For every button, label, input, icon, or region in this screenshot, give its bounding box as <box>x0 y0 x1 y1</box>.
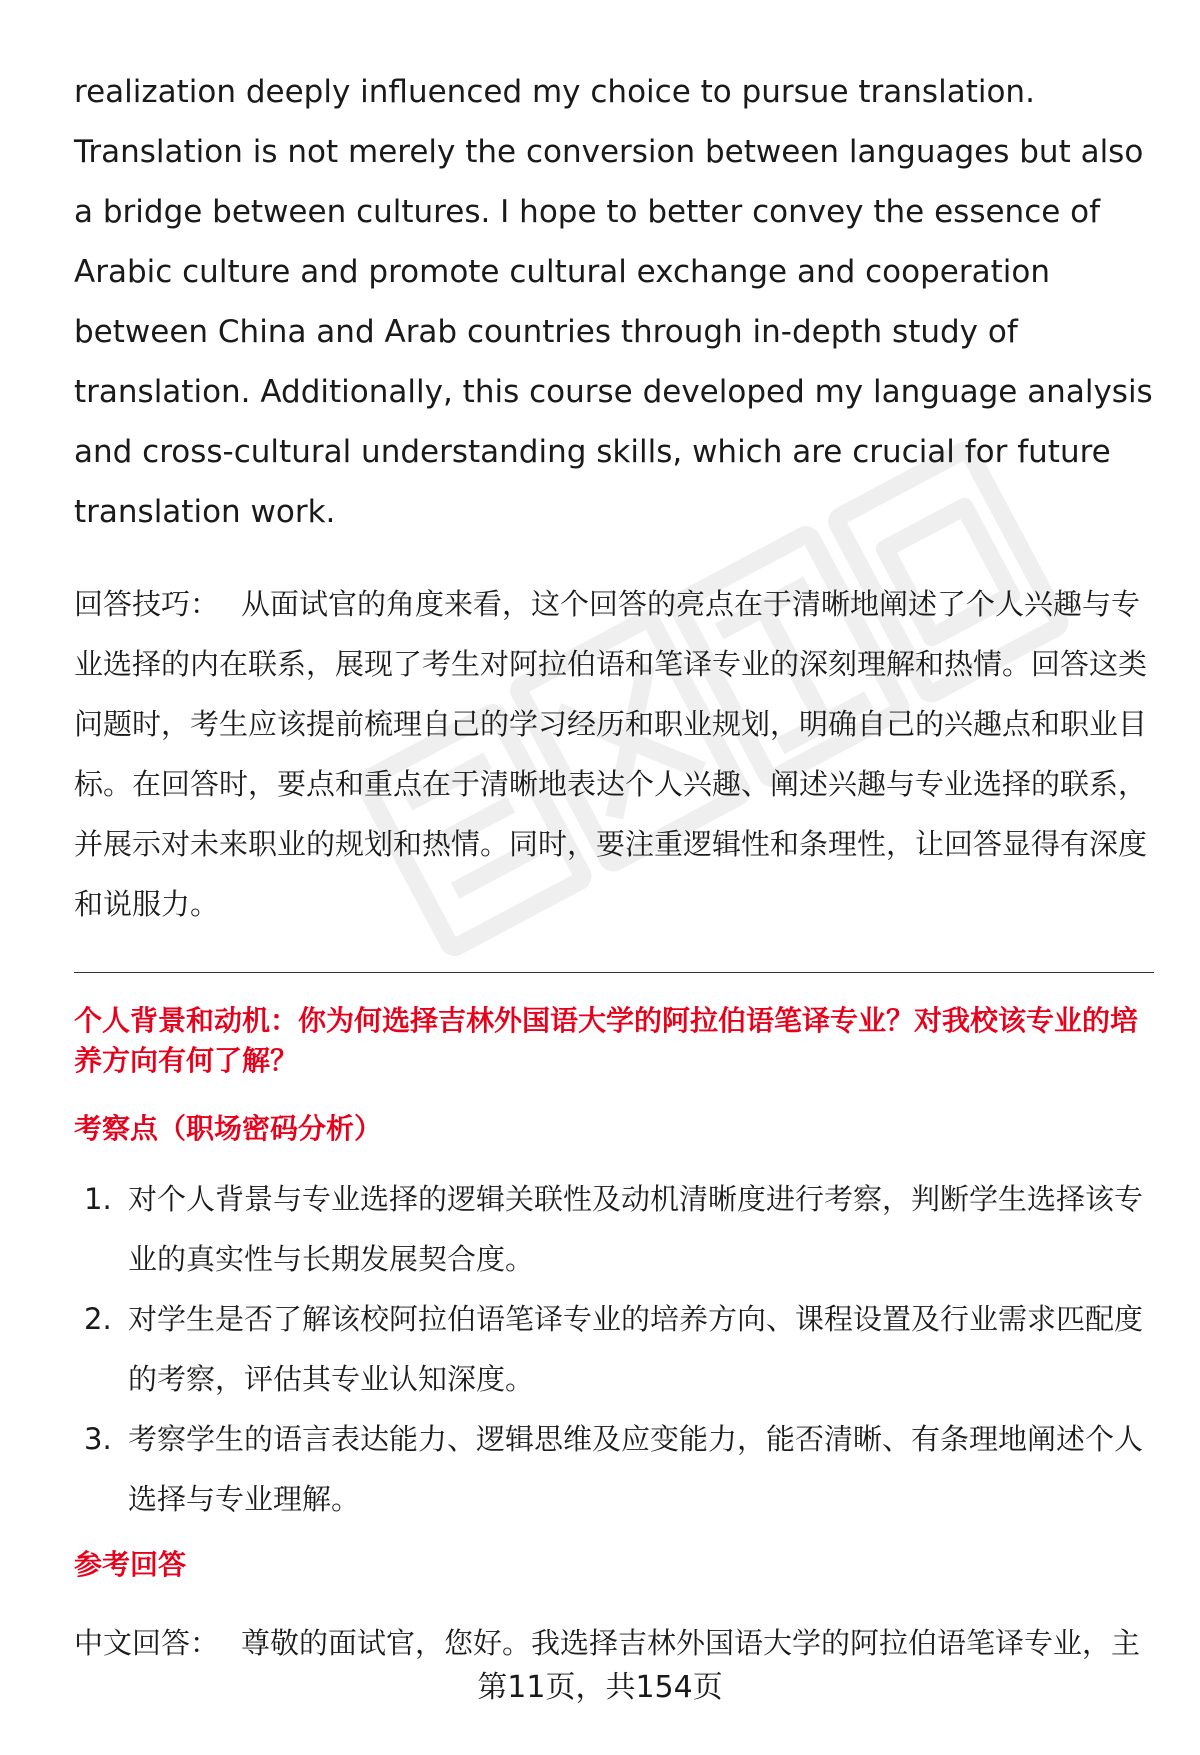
examination-point <box>74 1169 1154 1289</box>
page-number-footer: 第11页，共154页 <box>477 1670 723 1705</box>
examination-point <box>74 1409 1154 1529</box>
examination-point <box>74 1289 1154 1409</box>
answer-tip-text: 从面试官的角度来看，这个回答的亮点在于清晰地阐述了个人兴趣与专业选择的内在联系，展现了考生对阿拉伯语和笔译专业的深刻理解和热情。回答这类问题时，考生应该提前梳理自己的学习经历和职业规划，明确自己的兴趣点和职业目标。在回答时，要点和重点在于清晰地表达个人兴趣、阐述兴趣与专业选择的联系，并展示对未来职业的规划和热情。同时，要注重逻辑性和条理性，让回答显得有深度和说服力。 <box>74 587 1148 921</box>
reference-answer-heading: 参考回答 <box>74 1548 187 1581</box>
english-answer-paragraph: realization deeply influenced my choice to pursue translation. Translation is not merely the conversion between languages but also a bridge between cultures. I hope to better convey the essence of Arabic culture and promote cultural exchange and cooperation between China and Arab countries through in-depth study of translation. Additionally, this course developed my language analysis and cross-cultural understanding skills, which are crucial for future translation work. <box>74 74 1153 530</box>
chinese-answer-label: 中文回答： <box>74 1626 220 1660</box>
point-number: 2. <box>84 1302 112 1336</box>
point-number: 1. <box>84 1182 112 1216</box>
interview-question: 个人背景和动机：你为何选择吉林外国语大学的阿拉伯语笔译专业？对我校该专业的培养方向有何了解？ <box>74 1004 1139 1077</box>
answer-tip-paragraph <box>74 574 1154 934</box>
document-page <box>74 62 1154 1673</box>
point-text: 对学生是否了解该校阿拉伯语笔译专业的培养方向、课程设置及行业需求匹配度的考察，评估其专业认知深度。 <box>128 1302 1144 1396</box>
answer-tip-label: 回答技巧： <box>74 587 220 621</box>
examination-heading: 考察点（职场密码分析） <box>74 1112 383 1145</box>
chinese-answer-paragraph <box>74 1613 1154 1673</box>
point-text: 对个人背景与专业选择的逻辑关联性及动机清晰度进行考察，判断学生选择该专业的真实性与长期发展契合度。 <box>128 1182 1144 1276</box>
examination-points-list <box>74 1169 1154 1529</box>
point-text: 考察学生的语言表达能力、逻辑思维及应变能力，能否清晰、有条理地阐述个人选择与专业理解。 <box>128 1422 1144 1516</box>
chinese-answer-text: 尊敬的面试官，您好。我选择吉林外国语大学的阿拉伯语笔译专业，主 <box>241 1626 1141 1660</box>
section-divider <box>74 972 1154 973</box>
point-number: 3. <box>84 1422 112 1456</box>
